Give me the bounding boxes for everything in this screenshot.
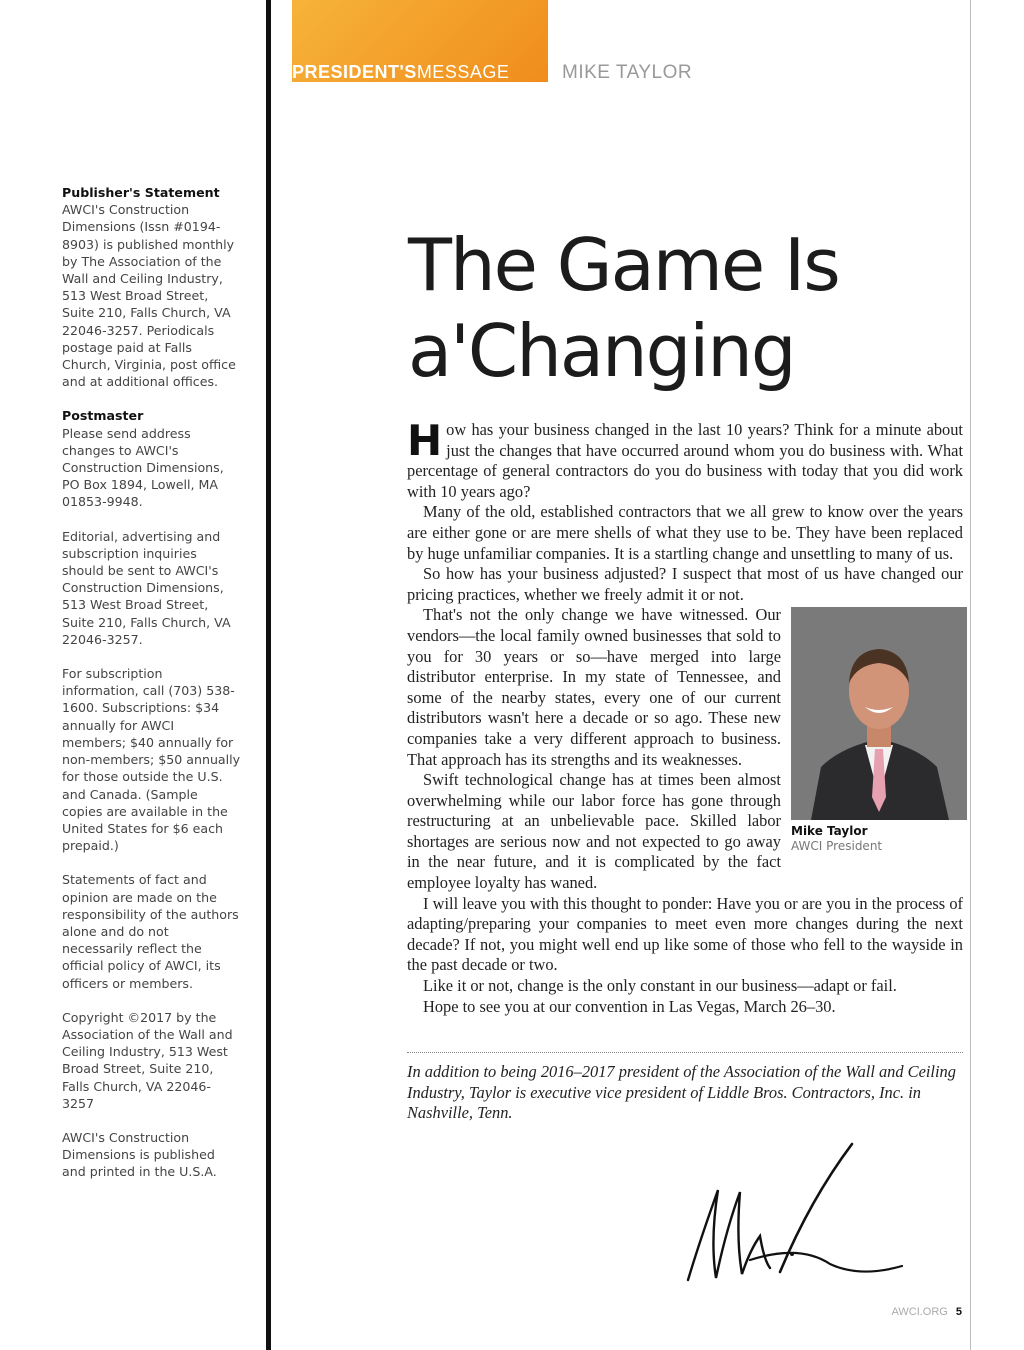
paragraph-4: That's not the only change we have witnessed. Our vendors—the local family owned businesses that sold to you for 30 years or so—have merged into large distributor enterprise. In my state of Tennessee, and some of the nearby states, every one of our current distributors wasn't here a decade or so ago. These new companies take a very different approach to business. That approach has its strengths and its weaknesses. bbox=[407, 605, 781, 769]
title-line-2: a'Changing bbox=[408, 309, 795, 393]
postmaster-text: Please send address changes to AWCI's Construction Dimensions, PO Box 1894, Lowell, MA 01853-9948. bbox=[62, 425, 224, 510]
signature bbox=[680, 1140, 910, 1290]
vertical-divider bbox=[266, 0, 271, 1350]
footer-site: AWCI.ORG bbox=[891, 1306, 948, 1318]
printed-text: AWCI's Construction Dimensions is published and printed in the U.S.A. bbox=[62, 1129, 217, 1180]
paragraph-6: I will leave you with this thought to ponder: Have you or are you in the process of adapting/preparing your companies to meet even more changes during the next decade? If not, you might well end up like some of those who fell to the wayside in the past decade or two. bbox=[407, 893, 963, 975]
paragraph-5: Swift technological change has at times been almost overwhelming while our labor force has gone through restructuring at an unbelievable pace. Skilled labor shortages are serious now and not expected to go away in the near future, and it is complicated by the fact employee loyalty has waned. bbox=[407, 770, 781, 893]
article-body bbox=[407, 416, 963, 1017]
section-label-bold: PRESIDENT'S bbox=[292, 62, 417, 82]
title-line-1: The Game Is bbox=[408, 223, 839, 307]
paragraph-3: So how has your business adjusted? I suspect that most of us have changed our pricing practices, whether we freely admit it or not. bbox=[407, 564, 963, 604]
editorial-text: Editorial, advertising and subscription inquiries should be sent to AWCI's Construction Dimensions, 513 West Broad Street, Suite 210, Falls Church, VA 22046-3257. bbox=[62, 528, 231, 647]
author-byline: MIKE TAYLOR bbox=[562, 62, 693, 83]
drop-cap: H bbox=[407, 416, 443, 465]
paragraph-7: Like it or not, change is the only constant in our business—adapt or fail. bbox=[423, 976, 897, 996]
author-photo-block bbox=[791, 607, 967, 854]
portrait-illustration bbox=[791, 607, 967, 820]
right-page-edge bbox=[970, 0, 971, 1350]
postmaster-block bbox=[62, 407, 242, 510]
copyright-text: Copyright ©2017 by the Association of the Wall and Ceiling Industry, 513 West Broad Street, Suite 210, Falls Church, VA 22046-3257 bbox=[62, 1009, 233, 1111]
article-title bbox=[408, 222, 948, 394]
author-photo bbox=[791, 607, 967, 820]
section-label-light: MESSAGE bbox=[416, 62, 510, 82]
postmaster-heading: Postmaster bbox=[62, 408, 144, 424]
publisher-statement bbox=[62, 184, 242, 390]
section-label bbox=[292, 62, 509, 83]
paragraph-1-text: ow has your business changed in the last 10 years? Think for a minute about just the changes that have occurred around whom you do business with. What percentage of general contractors do you do business with today that you did work with 10 years ago? bbox=[407, 420, 963, 501]
photo-caption-title: AWCI President bbox=[791, 839, 883, 854]
subscription-text: For subscription information, call (703) 538-1600. Subscriptions: $34 annually for AWCI members; $40 annually for non-members; $50 annually for those outside the U.S. and Canada. (Sample copies are available in the United States for $6 each prepaid.) bbox=[62, 666, 241, 854]
page-number: 5 bbox=[955, 1306, 962, 1318]
publisher-heading: Publisher's Statement bbox=[62, 185, 220, 200]
paragraph-1 bbox=[407, 416, 963, 502]
page-footer bbox=[891, 1306, 962, 1318]
publisher-text: AWCI's Construction Dimensions (Issn #0194-8903) is published monthly by The Association of the Wall and Ceiling Industry, 513 West Broad Street, Suite 210, Falls Church, VA 22046-3257. Periodicals postage paid at Falls Church, Virginia, post office and at additional offices. bbox=[62, 202, 236, 390]
author-bio: In addition to being 2016–2017 president of the Association of the Wall and Ceiling Industry, Taylor is executive vice president of Liddle Bros. Contractors, Inc. in Nashville, Tenn. bbox=[407, 1062, 956, 1123]
dotted-divider bbox=[407, 1052, 963, 1053]
publisher-sidebar bbox=[62, 184, 242, 1198]
paragraph-2: Many of the old, established contractors that we all grew to know over the years are either gone or are mere shells of what they use to be. They have been replaced by huge unfamiliar companies. It is a startling change and unsettling to many of us. bbox=[407, 502, 963, 563]
statements-text: Statements of fact and opinion are made on the responsibility of the authors alone and do not necessarily reflect the official policy of AWCI, its officers or members. bbox=[62, 872, 239, 991]
photo-caption-name: Mike Taylor bbox=[791, 824, 868, 839]
paragraph-8: Hope to see you at our convention in Las Vegas, March 26–30. bbox=[423, 996, 836, 1016]
